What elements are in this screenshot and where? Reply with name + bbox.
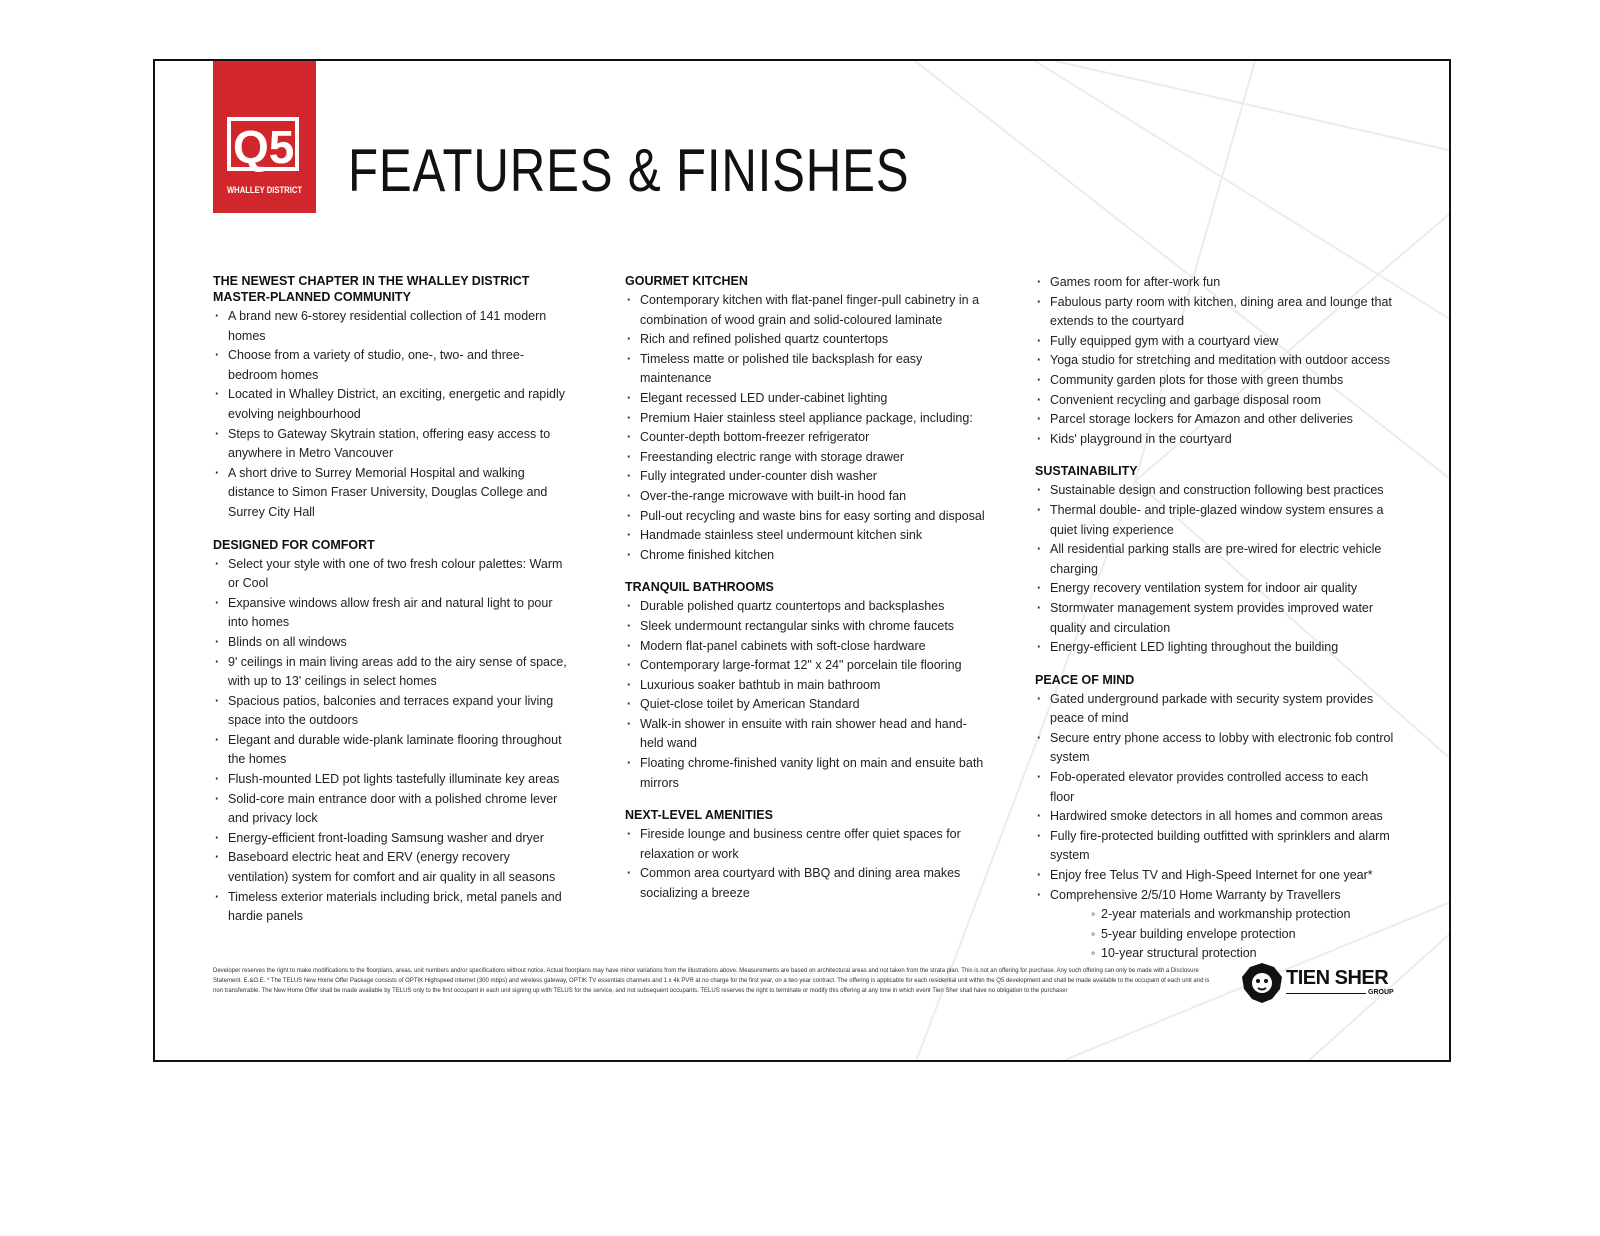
- list-item: · Yoga studio for stretching and meditation with outdoor access: [1035, 351, 1395, 371]
- list-item: · Fabulous party room with kitchen, dining area and lounge that extends to the courtyard: [1035, 293, 1395, 332]
- feature-list: [625, 291, 985, 565]
- list-item: · Sustainable design and construction following best practices: [1035, 481, 1395, 501]
- list-item: · Over-the-range microwave with built-in hood fan: [625, 487, 985, 507]
- list-item: · Choose from a variety of studio, one-, two- and three-bedroom homes: [213, 346, 573, 385]
- list-item: · Convenient recycling and garbage disposal room: [1035, 391, 1395, 411]
- feature-section: [1035, 672, 1395, 964]
- tien-sher-logo: [1240, 961, 1400, 1011]
- list-item: · Select your style with one of two fresh colour palettes: Warm or Cool: [213, 555, 573, 594]
- feature-section: [625, 579, 985, 793]
- list-item: · Energy-efficient front-loading Samsung washer and dryer: [213, 829, 573, 849]
- list-item: · Solid-core main entrance door with a polished chrome lever and privacy lock: [213, 790, 573, 829]
- column-1: [213, 273, 573, 941]
- list-item: · Timeless matte or polished tile backsplash for easy maintenance: [625, 350, 985, 389]
- list-item: · Energy recovery ventilation system for indoor air quality: [1035, 579, 1395, 599]
- list-item: · Spacious patios, balconies and terraces expand your living space into the outdoors: [213, 692, 573, 731]
- list-item: · Modern flat-panel cabinets with soft-close hardware: [625, 637, 985, 657]
- list-item: · Comprehensive 2/5/10 Home Warranty by Travellers: [1035, 886, 1395, 906]
- feature-section: [625, 273, 985, 565]
- list-item: · Fully equipped gym with a courtyard view: [1035, 332, 1395, 352]
- list-item: · Expansive windows allow fresh air and natural light to pour into homes: [213, 594, 573, 633]
- list-item: · Walk-in shower in ensuite with rain shower head and hand-held wand: [625, 715, 985, 754]
- list-item: · 9' ceilings in main living areas add to the airy sense of space, with up to 13' ceilings in select homes: [213, 653, 573, 692]
- list-item: · Sleek undermount rectangular sinks with chrome faucets: [625, 617, 985, 637]
- brand-sub: GROUP: [1368, 989, 1394, 996]
- list-item: · Premium Haier stainless steel appliance package, including:: [625, 409, 985, 429]
- list-item: · Hardwired smoke detectors in all homes and common areas: [1035, 807, 1395, 827]
- list-item: · Fully fire-protected building outfitted with sprinklers and alarm system: [1035, 827, 1395, 866]
- brand-rule: [1286, 993, 1366, 994]
- list-item: · Fully integrated under-counter dish washer: [625, 467, 985, 487]
- list-item: · Chrome finished kitchen: [625, 546, 985, 566]
- list-item: · Handmade stainless steel undermount kitchen sink: [625, 526, 985, 546]
- list-item: · Common area courtyard with BBQ and dining area makes socializing a breeze: [625, 864, 985, 903]
- section-title: TRANQUIL BATHROOMS: [625, 580, 774, 595]
- list-item: · Parcel storage lockers for Amazon and other deliveries: [1035, 410, 1395, 430]
- feature-section: [1035, 463, 1395, 657]
- list-item: · Durable polished quartz countertops and backsplashes: [625, 597, 985, 617]
- feature-list: [213, 307, 573, 523]
- list-item: · Steps to Gateway Skytrain station, offering easy access to anywhere in Metro Vancouver: [213, 425, 573, 464]
- section-title: DESIGNED FOR COMFORT: [213, 537, 375, 552]
- feature-list: [625, 825, 985, 903]
- section-title: PEACE OF MIND: [1035, 672, 1135, 687]
- list-item: · Enjoy free Telus TV and High-Speed Internet for one year*: [1035, 866, 1395, 886]
- list-item: · Pull-out recycling and waste bins for easy sorting and disposal: [625, 507, 985, 527]
- list-item: · Counter-depth bottom-freezer refrigerator: [625, 428, 985, 448]
- svg-text:Q5: Q5: [233, 121, 295, 173]
- list-item: · Elegant recessed LED under-cabinet lighting: [625, 389, 985, 409]
- list-item: · Rich and refined polished quartz countertops: [625, 330, 985, 350]
- section-title: GOURMET KITCHEN: [625, 274, 748, 288]
- list-item: · A brand new 6-storey residential collection of 141 modern homes: [213, 307, 573, 346]
- q5-logo: [213, 61, 316, 213]
- lion-icon: [1240, 961, 1284, 1005]
- logo-subtitle: WHALLEY DISTRICT: [226, 185, 303, 195]
- list-item: · Games room for after-work fun: [1035, 273, 1395, 293]
- list-item: · Luxurious soaker bathtub in main bathroom: [625, 676, 985, 696]
- sub-list-item: ◦ 2-year materials and workmanship protection: [1035, 905, 1395, 925]
- list-item: · Secure entry phone access to lobby with electronic fob control system: [1035, 729, 1395, 768]
- brand-name: TIEN SHER: [1286, 967, 1389, 989]
- list-item: · Contemporary kitchen with flat-panel finger-pull cabinetry in a combination of wood grain and solid-coloured laminate: [625, 291, 985, 330]
- feature-list: [625, 597, 985, 793]
- list-item: · Stormwater management system provides improved water quality and circulation: [1035, 599, 1395, 638]
- list-item: · Fireside lounge and business centre offer quiet spaces for relaxation or work: [625, 825, 985, 864]
- feature-section: [213, 273, 573, 523]
- list-item: · Located in Whalley District, an exciting, energetic and rapidly evolving neighbourhood: [213, 385, 573, 424]
- features-sheet: [153, 59, 1451, 1062]
- list-item: · Contemporary large-format 12" x 24" porcelain tile flooring: [625, 656, 985, 676]
- list-item: · Kids' playground in the courtyard: [1035, 430, 1395, 450]
- list-item: · Energy-efficient LED lighting throughout the building: [1035, 638, 1395, 658]
- list-item: · Elegant and durable wide-plank laminate flooring throughout the homes: [213, 731, 573, 770]
- list-item: · All residential parking stalls are pre-wired for electric vehicle charging: [1035, 540, 1395, 579]
- list-item: · Community garden plots for those with green thumbs: [1035, 371, 1395, 391]
- feature-section: [213, 537, 573, 927]
- section-title: SUSTAINABILITY: [1035, 464, 1138, 479]
- feature-list: [1035, 273, 1395, 449]
- feature-list: [213, 555, 573, 927]
- q5-logo-mark-icon: [227, 117, 301, 177]
- sub-list-item: ◦ 5-year building envelope protection: [1035, 925, 1395, 945]
- sub-list-item: ◦ 10-year structural protection: [1035, 944, 1395, 964]
- list-item: · Baseboard electric heat and ERV (energy recovery ventilation) system for comfort and air quality in all seasons: [213, 848, 573, 887]
- disclaimer-footnote: Developer reserves the right to make modifications to the floorplans, areas, unit numbers and/or specifications without notice. Actual floorplans may have minor variations from the illustrations above. Measurements are based on architectural areas and not taken from the strata plan. This is not an offering for purchase. Any such offering can only be made with a Disclosure Statement. E.&O.E. * The TELUS New Home Offer Package consists of OPTIK Highspeed internet (300 mbps) and wireless gateway, OPTIK TV essentials channels and 1 x 4k PVR at no charge for the first year, on a two year contract. The offering is applicable for each residential unit within the Q5 development and shall be made available to the occupant of each unit and is non transferrable. The New Home Offer shall be made available by TELUS only to the first occupant in each unit signing up with TELUS for the service, and not subsequent occupants. TELUS reserves the right to terminate or modify this offering at any time in which event Tien Sher shall have no obligation to the purchaser: [213, 968, 1210, 994]
- list-item: · Blinds on all windows: [213, 633, 573, 653]
- list-item: · Quiet-close toilet by American Standard: [625, 695, 985, 715]
- list-item: · Gated underground parkade with security system provides peace of mind: [1035, 690, 1395, 729]
- list-item: · Fob-operated elevator provides controlled access to each floor: [1035, 768, 1395, 807]
- feature-list: [1035, 690, 1395, 964]
- list-item: · Freestanding electric range with storage drawer: [625, 448, 985, 468]
- section-title: THE NEWEST CHAPTER IN THE WHALLEY DISTRICT MASTER-PLANNED COMMUNITY: [213, 274, 530, 304]
- section-title: NEXT-LEVEL AMENITIES: [625, 808, 773, 823]
- feature-list: [1035, 481, 1395, 657]
- column-3: [1035, 273, 1395, 978]
- list-item: · Floating chrome-finished vanity light on main and ensuite bath mirrors: [625, 754, 985, 793]
- column-2: [625, 273, 985, 918]
- page-title: FEATURES & FINISHES: [348, 137, 910, 204]
- list-item: · Timeless exterior materials including brick, metal panels and hardie panels: [213, 888, 573, 927]
- list-item: · A short drive to Surrey Memorial Hospital and walking distance to Simon Fraser University, Douglas College and Surrey City Hall: [213, 464, 573, 523]
- feature-section: [625, 807, 985, 903]
- list-item: · Thermal double- and triple-glazed window system ensures a quiet living experience: [1035, 501, 1395, 540]
- feature-section: [1035, 273, 1395, 449]
- list-item: · Flush-mounted LED pot lights tastefully illuminate key areas: [213, 770, 573, 790]
